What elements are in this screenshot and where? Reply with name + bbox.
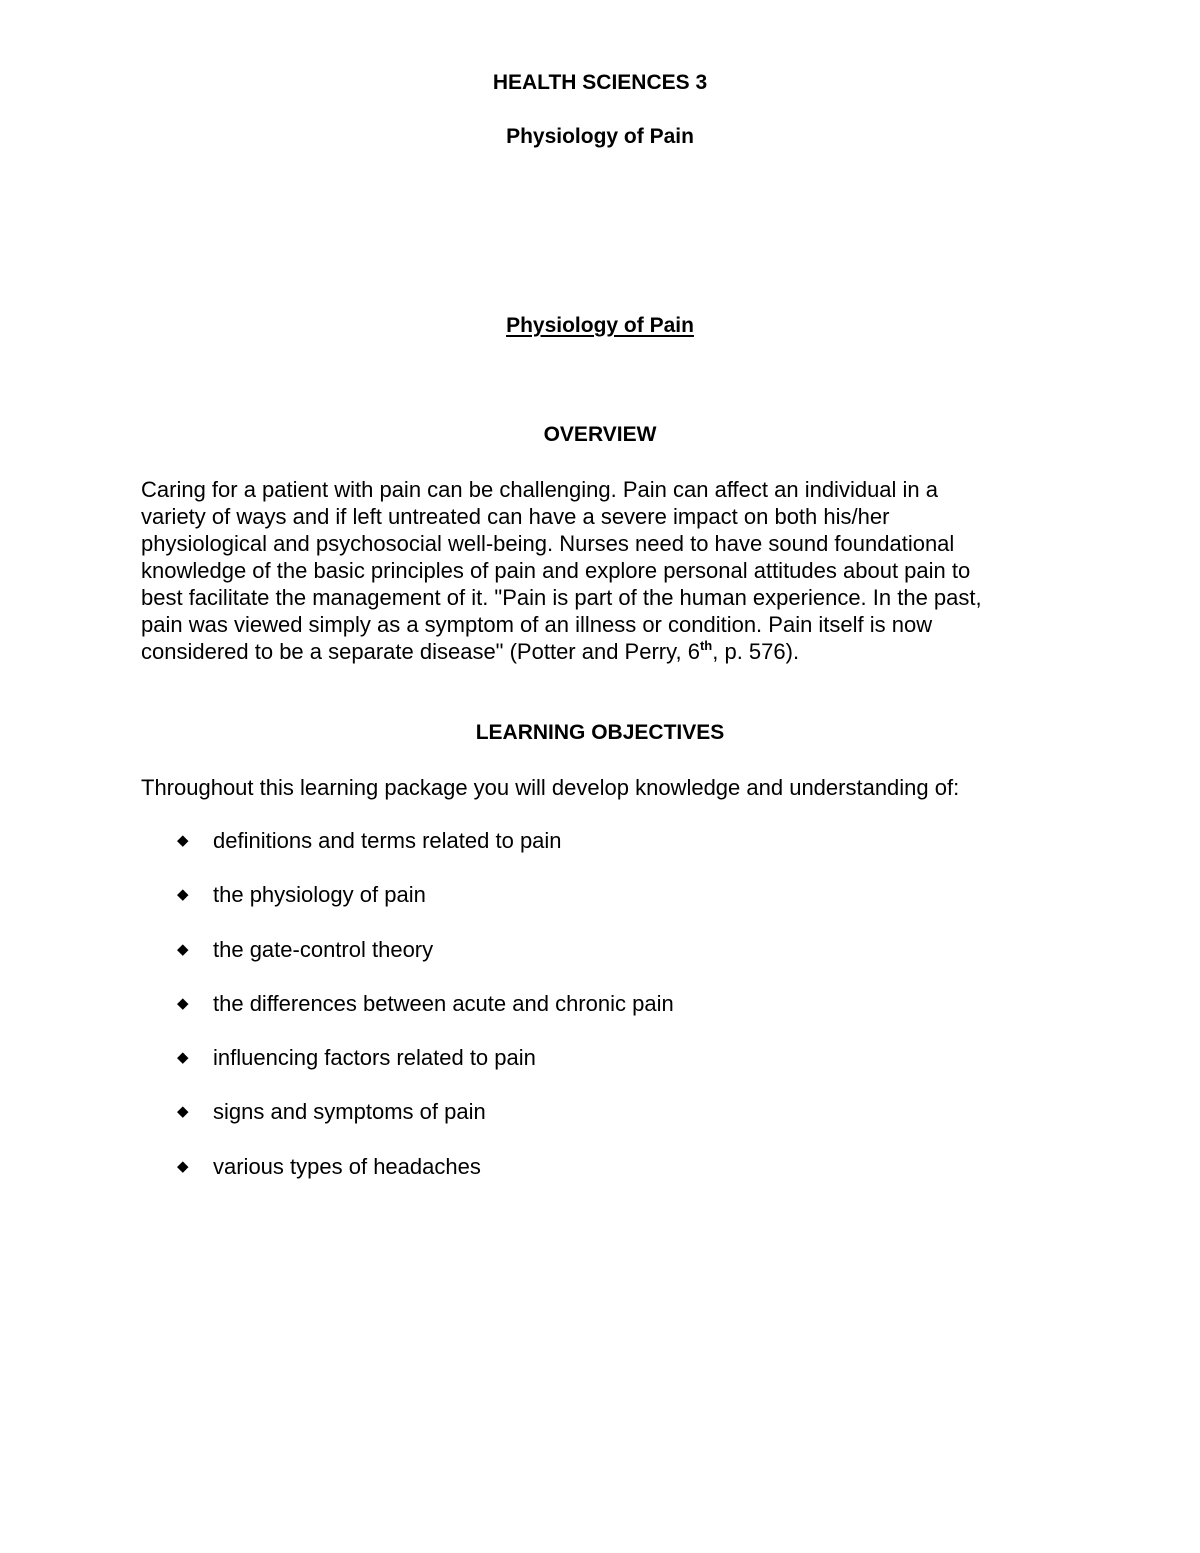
diamond-bullet-icon: ◆ [177, 1103, 189, 1121]
list-item [175, 1153, 674, 1207]
list-item [175, 1098, 674, 1152]
citation-text: considered to be a separate disease" (Potter and Perry, 6 [141, 639, 700, 664]
objectives-list [175, 827, 674, 1207]
list-item [175, 827, 674, 881]
list-item [175, 1044, 674, 1098]
diamond-bullet-icon: ◆ [177, 940, 189, 958]
list-item-text: signs and symptoms of pain [213, 1099, 486, 1125]
overview-line: knowledge of the basic principles of pain and explore personal attitudes about pain to [141, 558, 971, 583]
section-title: Physiology of Pain [506, 314, 694, 337]
list-item-text: the physiology of pain [213, 882, 426, 908]
edition-superscript: th [699, 638, 713, 653]
overview-line-citation [141, 638, 982, 665]
learning-objectives-heading: LEARNING OBJECTIVES [475, 721, 725, 744]
list-item-text: definitions and terms related to pain [213, 828, 562, 853]
diamond-bullet-icon: ◆ [177, 886, 189, 904]
overview-line: variety of ways and if left untreated can have a severe impact on both his/her [141, 504, 890, 529]
overview-line: physiological and psychosocial well-being. Nurses need to have sound foundational [141, 531, 955, 556]
diamond-bullet-icon: ◆ [177, 832, 189, 849]
overview-line: Caring for a patient with pain can be challenging. Pain can affect an individual in a [141, 477, 939, 502]
diamond-bullet-icon: ◆ [177, 1049, 189, 1067]
diamond-bullet-icon: ◆ [177, 994, 189, 1012]
list-item-text: influencing factors related to pain [213, 1045, 536, 1071]
list-item-text: the gate-control theory [213, 936, 434, 962]
list-item [175, 990, 674, 1044]
list-item [175, 936, 674, 990]
objectives-intro: Throughout this learning package you will develop knowledge and understanding of: [141, 775, 960, 800]
diamond-bullet-icon: ◆ [177, 1157, 189, 1175]
list-item-text: various types of headaches [213, 1153, 481, 1179]
document-title: Physiology of Pain [506, 125, 694, 148]
overview-paragraph [141, 476, 982, 665]
overview-line: best facilitate the management of it. "Pain is part of the human experience. In the past, [141, 585, 982, 610]
list-item [175, 881, 674, 935]
citation-page: , p. 576). [712, 639, 800, 664]
course-title: HEALTH SCIENCES 3 [492, 71, 708, 94]
overview-line: pain was viewed simply as a symptom of an illness or condition. Pain itself is now [141, 612, 933, 637]
list-item-text: the differences between acute and chronic pain [213, 990, 674, 1016]
overview-heading: OVERVIEW [543, 423, 657, 446]
